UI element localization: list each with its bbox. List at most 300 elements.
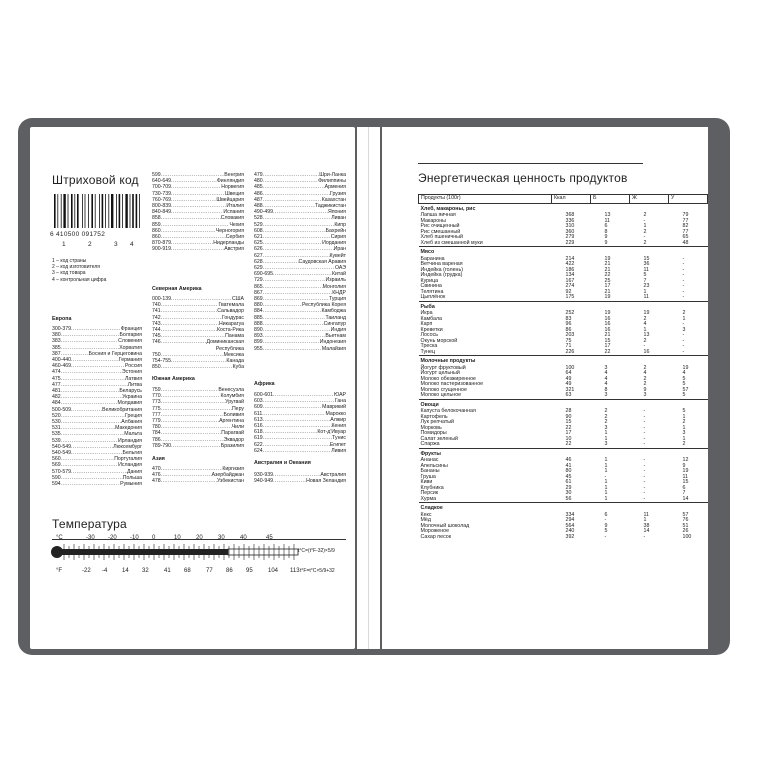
nutrient-value: 167: [565, 277, 575, 284]
country-code: 540-549: [52, 450, 72, 457]
barcode-bar: [91, 194, 93, 228]
nutrient-value: 11: [643, 511, 649, 518]
country-name: Мальта: [124, 431, 142, 438]
country-code: 613: [254, 416, 263, 423]
country-code: 786: [152, 436, 161, 443]
product-name: Мёд: [420, 517, 431, 523]
dot-leader: [161, 339, 207, 345]
country-list-europe: [52, 326, 142, 487]
nutrient-value: 1: [604, 430, 608, 436]
nutrient-value: 203: [565, 332, 575, 338]
product-name: Мороженое: [420, 528, 450, 534]
fahrenheit-tick-label: 113: [290, 568, 300, 574]
country-code: 900-919: [152, 246, 172, 253]
country-code: 590: [52, 474, 61, 481]
legend-line: 3 – код товара: [52, 270, 86, 277]
celsius-tick-label: -20: [108, 535, 117, 541]
country-name: Колумбия: [220, 393, 244, 400]
nutrient-value: 21: [604, 332, 611, 338]
legend-line: 2 – код изготовителя: [52, 264, 100, 271]
country-name: Италия: [226, 203, 244, 210]
nutrient-value: 16: [643, 348, 650, 355]
country-code: 930-939: [254, 472, 274, 478]
country-name: Индия: [330, 327, 346, 334]
country-code: 860: [152, 234, 161, 241]
country-code: 520: [52, 412, 61, 419]
country-name: Маврикий: [322, 404, 346, 411]
nutrient-value: -: [643, 424, 646, 431]
nutrient-value: 2: [643, 315, 647, 322]
product-name: Ветчина вареная: [420, 261, 463, 267]
fahrenheit-tick-label: 77: [206, 568, 213, 574]
section-title: Сладкое: [419, 503, 708, 513]
country-name: Киргизия: [222, 466, 244, 472]
country-code: 624: [254, 447, 263, 454]
product-name: Рис очищенный: [420, 223, 460, 229]
col-product: Продукты (100г): [419, 195, 552, 204]
gutter-line: [368, 127, 369, 649]
section-title: Мясо: [419, 247, 708, 257]
product-name: Спаржа: [420, 441, 440, 447]
country-code: 885: [254, 314, 263, 321]
country-code: 884: [254, 308, 263, 315]
country-name: Нидерланды: [213, 240, 244, 247]
country-name: Канада: [226, 358, 244, 365]
country-code: 760-769: [152, 196, 172, 203]
nutrient-value: 26: [682, 528, 689, 534]
fahrenheit-tick-label: 41: [164, 568, 171, 574]
country-name: Бахрейн: [325, 227, 346, 234]
country-code: 880: [254, 302, 263, 309]
product-name: Камбала: [420, 315, 443, 322]
fahrenheit-tick-label: -4: [102, 568, 108, 574]
nutrient-value: -: [643, 435, 646, 442]
nutrient-value: -: [643, 462, 646, 469]
country-name: Исландия: [118, 462, 142, 469]
country-name: Грузия: [329, 190, 346, 197]
nutrient-value: 2: [643, 212, 647, 218]
country-code: 640-649: [152, 178, 172, 185]
nutrient-value: -: [643, 490, 646, 496]
country-name: Бразилия: [220, 442, 244, 449]
nutrient-value: 86: [565, 326, 572, 333]
country-name: Никарагуа: [219, 320, 244, 327]
product-name: Молоко сгущенное: [420, 386, 467, 393]
nutrient-value: -: [643, 234, 646, 240]
legend-line: 1 – код страны: [52, 258, 87, 264]
table-row: [419, 535, 708, 541]
nutrient-value: 22: [565, 424, 572, 431]
nutrient-value: -: [643, 217, 646, 224]
country-name: Панама: [225, 333, 244, 340]
nutrient-value: 2: [604, 408, 608, 414]
country-list-oceania: [254, 472, 346, 484]
product-name: Помидоры: [420, 430, 447, 436]
nutrient-value: 4: [604, 375, 608, 382]
country-code: 594: [52, 481, 61, 488]
nutrient-value: 1: [643, 326, 647, 333]
nutrient-value: -: [643, 533, 646, 540]
country-code: 385: [52, 344, 61, 351]
barcode-title: Штриховой код: [52, 173, 139, 187]
country-name: Латвия: [124, 375, 142, 382]
nutrient-value: 76: [682, 517, 689, 523]
fahrenheit-tick-label: -22: [82, 568, 91, 574]
country-name: Боливия: [223, 411, 244, 418]
nutrient-value: -: [682, 272, 685, 278]
product-name: Свинина: [420, 283, 442, 289]
country-name: КНДР: [332, 289, 346, 296]
country-code: 840-849: [152, 209, 172, 216]
nutrient-value: 15: [643, 255, 650, 262]
fahrenheit-label: °F: [56, 568, 63, 574]
country-code: 627: [254, 252, 263, 259]
country-code: 784: [152, 430, 161, 437]
barcode-image: [52, 194, 142, 228]
country-code: 475: [52, 375, 61, 382]
country-code: 955: [254, 345, 263, 352]
nutrient-value: 2: [643, 381, 647, 387]
nutrient-value: 229: [565, 239, 575, 246]
country-name: Таджикистан: [314, 203, 346, 210]
nutrient-value: 8: [604, 386, 608, 393]
country-code: 780: [152, 424, 161, 431]
section-header-row: [419, 356, 708, 366]
nutrient-value: -: [682, 294, 685, 300]
product-name: Йогурт цельный: [420, 370, 460, 376]
fahrenheit-tick-label: 86: [226, 568, 233, 574]
nutrient-value: -: [604, 533, 607, 540]
nutrient-value: 3: [604, 441, 608, 447]
country-name: Ирландия: [118, 437, 142, 444]
thermometer-scale: [50, 530, 340, 590]
nutrient-value: 1: [604, 468, 608, 474]
product-name: Капуста белокочанная: [420, 408, 476, 414]
barcode-bar: [130, 194, 131, 228]
country-code: 742: [152, 314, 161, 321]
country-code: 484: [52, 400, 61, 407]
nutrient-value: 23: [643, 283, 650, 289]
region-asia: Азия: [152, 456, 165, 462]
nutrient-value: -: [643, 495, 646, 502]
nutrient-value: 1: [604, 435, 608, 442]
country-row: [152, 246, 244, 252]
nutrient-value: -: [682, 255, 685, 262]
country-name: Филиппины: [318, 178, 346, 185]
nutrient-value: 134: [565, 272, 575, 278]
nutrient-value: -: [682, 266, 685, 273]
nutrient-value: 19: [604, 310, 611, 316]
country-name: ОАЭ: [335, 265, 346, 272]
barcode-bar: [102, 194, 104, 228]
celsius-tick-label: 30: [218, 535, 225, 541]
barcode-bar: [105, 194, 106, 228]
product-name: Йогурт фруктовый: [420, 364, 466, 371]
product-name: Киви: [420, 479, 433, 485]
country-name: Гватемала: [218, 302, 244, 309]
nutrient-value: 1: [604, 462, 608, 469]
country-code: 000-139: [152, 296, 172, 302]
country-code: 460-469: [52, 363, 72, 370]
country-name: Эквадор: [223, 436, 244, 443]
country-name: Румыния: [120, 481, 142, 488]
country-code: 608: [254, 227, 263, 234]
region-south-america: Южная Америка: [152, 376, 195, 382]
nutrient-value: 4: [604, 370, 608, 376]
country-name: Гондурас: [221, 314, 244, 321]
country-name: Кения: [331, 423, 346, 430]
nutrient-value: 564: [565, 522, 575, 529]
country-code: 770: [152, 393, 161, 400]
country-code: 743: [152, 320, 161, 327]
nutrient-value: 56: [565, 495, 572, 502]
country-name: Сербия: [225, 234, 244, 241]
barcode-bar: [61, 194, 62, 228]
section-header-row: [419, 503, 708, 513]
country-code: 570-579: [52, 468, 72, 475]
country-code: 609: [254, 404, 263, 411]
barcode-bar: [74, 194, 75, 228]
nutrient-value: 8: [604, 228, 608, 235]
country-name: Китай: [331, 271, 346, 278]
nutrient-value: 28: [565, 408, 572, 414]
celsius-tick-label: 10: [174, 535, 181, 541]
nutrient-value: 1: [682, 413, 686, 420]
country-name: Германия: [118, 357, 142, 364]
country-name: Словакия: [220, 215, 244, 222]
nutrient-value: 11: [643, 266, 649, 273]
nutrient-value: 21: [604, 261, 611, 267]
country-code: 540-549: [52, 443, 72, 450]
product-name: Индейка (голень): [420, 266, 463, 273]
nutrient-value: 10: [565, 435, 572, 442]
nutrient-value: 214: [565, 255, 575, 262]
country-code: 730-739: [152, 190, 172, 197]
country-code: 628: [254, 258, 263, 265]
country-name: Монголия: [322, 283, 346, 290]
country-code: 603: [254, 398, 263, 405]
country-name: ЮАР: [334, 392, 346, 398]
product-name: Треска: [420, 343, 438, 349]
country-name: Молдавия: [117, 400, 142, 407]
product-name: Хурма: [420, 495, 437, 502]
nutrient-value: 1: [604, 490, 608, 496]
country-code: 850: [152, 364, 161, 371]
celsius-tick-label: 40: [240, 535, 247, 541]
product-name: Телятина: [420, 288, 444, 295]
country-code: 481: [52, 388, 61, 395]
fahrenheit-tick-label: 14: [122, 568, 129, 574]
celsius-tick-label: 0: [152, 535, 156, 541]
product-name: Клубника: [420, 484, 444, 491]
nutrient-value: 15: [604, 337, 611, 344]
nutrient-value: 4: [643, 370, 647, 376]
nutrient-value: 226: [565, 348, 575, 355]
product-name: Молоко цельное: [420, 392, 462, 398]
nutrient-value: -: [682, 277, 685, 284]
nutrient-value: 13: [643, 332, 650, 338]
nutrient-value: -: [643, 484, 646, 491]
nutrient-value: -: [643, 468, 646, 474]
product-name: Ананас: [420, 457, 439, 463]
country-row: [254, 346, 346, 352]
barcode-digits: 6 410500 091752: [50, 231, 106, 238]
country-code: 629: [254, 265, 263, 272]
country-name: Сальвадор: [217, 308, 244, 315]
country-name: Великобритания: [102, 406, 142, 413]
country-row: [152, 364, 244, 370]
country-row: [254, 448, 346, 454]
country-code: 387: [52, 350, 61, 357]
country-name: Коста-Рика: [216, 327, 244, 334]
nutrient-value: 9: [682, 462, 686, 469]
nutrient-value: 25: [604, 277, 611, 284]
energy-top-rule: [418, 163, 643, 164]
country-name: Польша: [122, 474, 142, 481]
nutrient-value: 9: [604, 522, 608, 529]
country-code: 860: [152, 227, 161, 234]
country-name: Куба: [232, 364, 244, 371]
country-code: 729: [254, 277, 263, 284]
nutrient-value: -: [643, 441, 646, 447]
nutrient-value: 2: [682, 419, 686, 425]
section-header-row: [419, 448, 708, 458]
nutrient-value: 11: [682, 473, 688, 480]
nutrient-value: 57: [682, 511, 689, 518]
country-name: Парагвай: [221, 430, 244, 437]
country-code: 869: [254, 296, 263, 303]
nutrient-value: 1: [682, 424, 686, 431]
nutrient-value: -: [682, 348, 685, 355]
nutrient-value: 13: [604, 212, 611, 218]
country-name: Литва: [127, 381, 142, 388]
nutrient-value: -: [682, 283, 685, 289]
product-name: Курица: [420, 277, 439, 284]
nutrient-value: 16: [604, 321, 611, 327]
product-name: Рис смешанный: [420, 228, 461, 235]
nutrient-value: 6: [604, 223, 608, 229]
country-name: Израиль: [325, 277, 346, 284]
barcode-bar: [119, 194, 121, 228]
celsius-tick-label: -30: [86, 535, 95, 541]
product-name: Салат зеленый: [420, 435, 459, 442]
celsius-tick-label: 45: [266, 535, 273, 541]
barcode-bar: [136, 194, 138, 228]
nutrient-value: 80: [565, 468, 572, 474]
country-name: Республика: [215, 345, 244, 352]
formula-celsius: t°C=(t°F-32)×5/9: [298, 548, 335, 554]
nutrient-value: 2: [604, 413, 608, 420]
country-name: Венгрия: [224, 172, 244, 178]
country-code: 621: [254, 234, 263, 241]
nutrient-value: 11: [604, 217, 610, 224]
nutrient-value: 5: [682, 408, 686, 414]
barcode-bar: [139, 194, 140, 228]
barcode-mark-4: 4: [130, 241, 134, 248]
barcode-bar: [95, 194, 96, 228]
nutrient-value: 2: [643, 228, 647, 235]
country-code: 528: [254, 215, 263, 222]
barcode-bar: [68, 194, 69, 228]
product-name: Бананы: [420, 468, 440, 474]
nutrient-value: 21: [604, 288, 611, 295]
barcode-bar: [108, 194, 109, 228]
product-name: Груша: [420, 473, 436, 480]
nutrient-value: 36: [643, 261, 650, 267]
nutrient-value: 5: [643, 272, 647, 278]
country-code: 745: [152, 333, 161, 340]
country-code: 500-509: [52, 406, 72, 413]
country-code: 600-601: [254, 392, 274, 398]
nutrient-value: 41: [565, 462, 572, 469]
country-name: Кувейт: [329, 252, 346, 259]
country-name: Македония: [115, 425, 142, 432]
country-code: 476: [152, 472, 161, 479]
nutrient-value: 29: [565, 484, 572, 491]
nutrient-value: 2: [643, 375, 647, 382]
nutrient-value: 19: [682, 468, 689, 474]
country-code: 800-839: [152, 203, 172, 210]
country-code: 746: [152, 339, 161, 346]
country-code: 470: [152, 466, 161, 472]
nutrient-value: 3: [604, 364, 608, 371]
fahrenheit-tick-label: 32: [142, 568, 149, 574]
nutrient-value: -: [682, 337, 685, 344]
country-code: 858: [152, 215, 161, 222]
nutrient-value: 77: [682, 228, 689, 235]
country-code: 485: [254, 184, 263, 191]
formula-fahrenheit: t°F=t°C×5/9+32: [300, 568, 335, 574]
barcode-bar: [99, 194, 100, 228]
nutrient-value: 5: [604, 528, 608, 534]
country-name: Словения: [118, 338, 142, 345]
nutrient-value: -: [682, 261, 685, 267]
country-name: Алжир: [330, 416, 346, 423]
country-name: Португалия: [114, 456, 142, 463]
country-name: Кот-д'Ивуар: [317, 429, 346, 436]
nutrient-value: 17: [604, 283, 611, 289]
country-name: Турция: [329, 296, 346, 303]
country-name: Люксембург: [113, 443, 142, 450]
country-name: Норвегия: [221, 184, 244, 191]
country-list-north-america: [152, 296, 244, 370]
nutrient-value: 19: [682, 364, 689, 371]
country-name: Эстония: [121, 369, 142, 376]
nutrient-value: 360: [565, 228, 575, 235]
country-name: Армения: [324, 184, 346, 191]
nutrient-value: 5: [682, 375, 686, 382]
barcode-bar: [85, 194, 86, 228]
nutrient-value: 17: [565, 430, 572, 436]
country-code: 474: [52, 369, 61, 376]
nutrient-value: 71: [565, 343, 572, 349]
barcode-bar: [122, 194, 123, 228]
fahrenheit-tick-label: 95: [246, 568, 253, 574]
nutrient-value: 11: [643, 294, 649, 300]
country-row: [152, 443, 244, 449]
country-code: 530: [52, 419, 61, 426]
product-name: Лосось: [420, 332, 438, 338]
country-code: 560: [52, 456, 61, 463]
country-name: Таиланд: [325, 314, 346, 321]
barcode-bar: [71, 194, 73, 228]
country-code: 300-379: [52, 326, 72, 332]
nutrient-value: 30: [565, 490, 572, 496]
product-name: Цыплёнок: [420, 294, 446, 300]
nutrient-value: 51: [682, 522, 689, 529]
nutrient-value: 14: [643, 528, 650, 534]
nutrient-value: 9: [604, 239, 608, 246]
